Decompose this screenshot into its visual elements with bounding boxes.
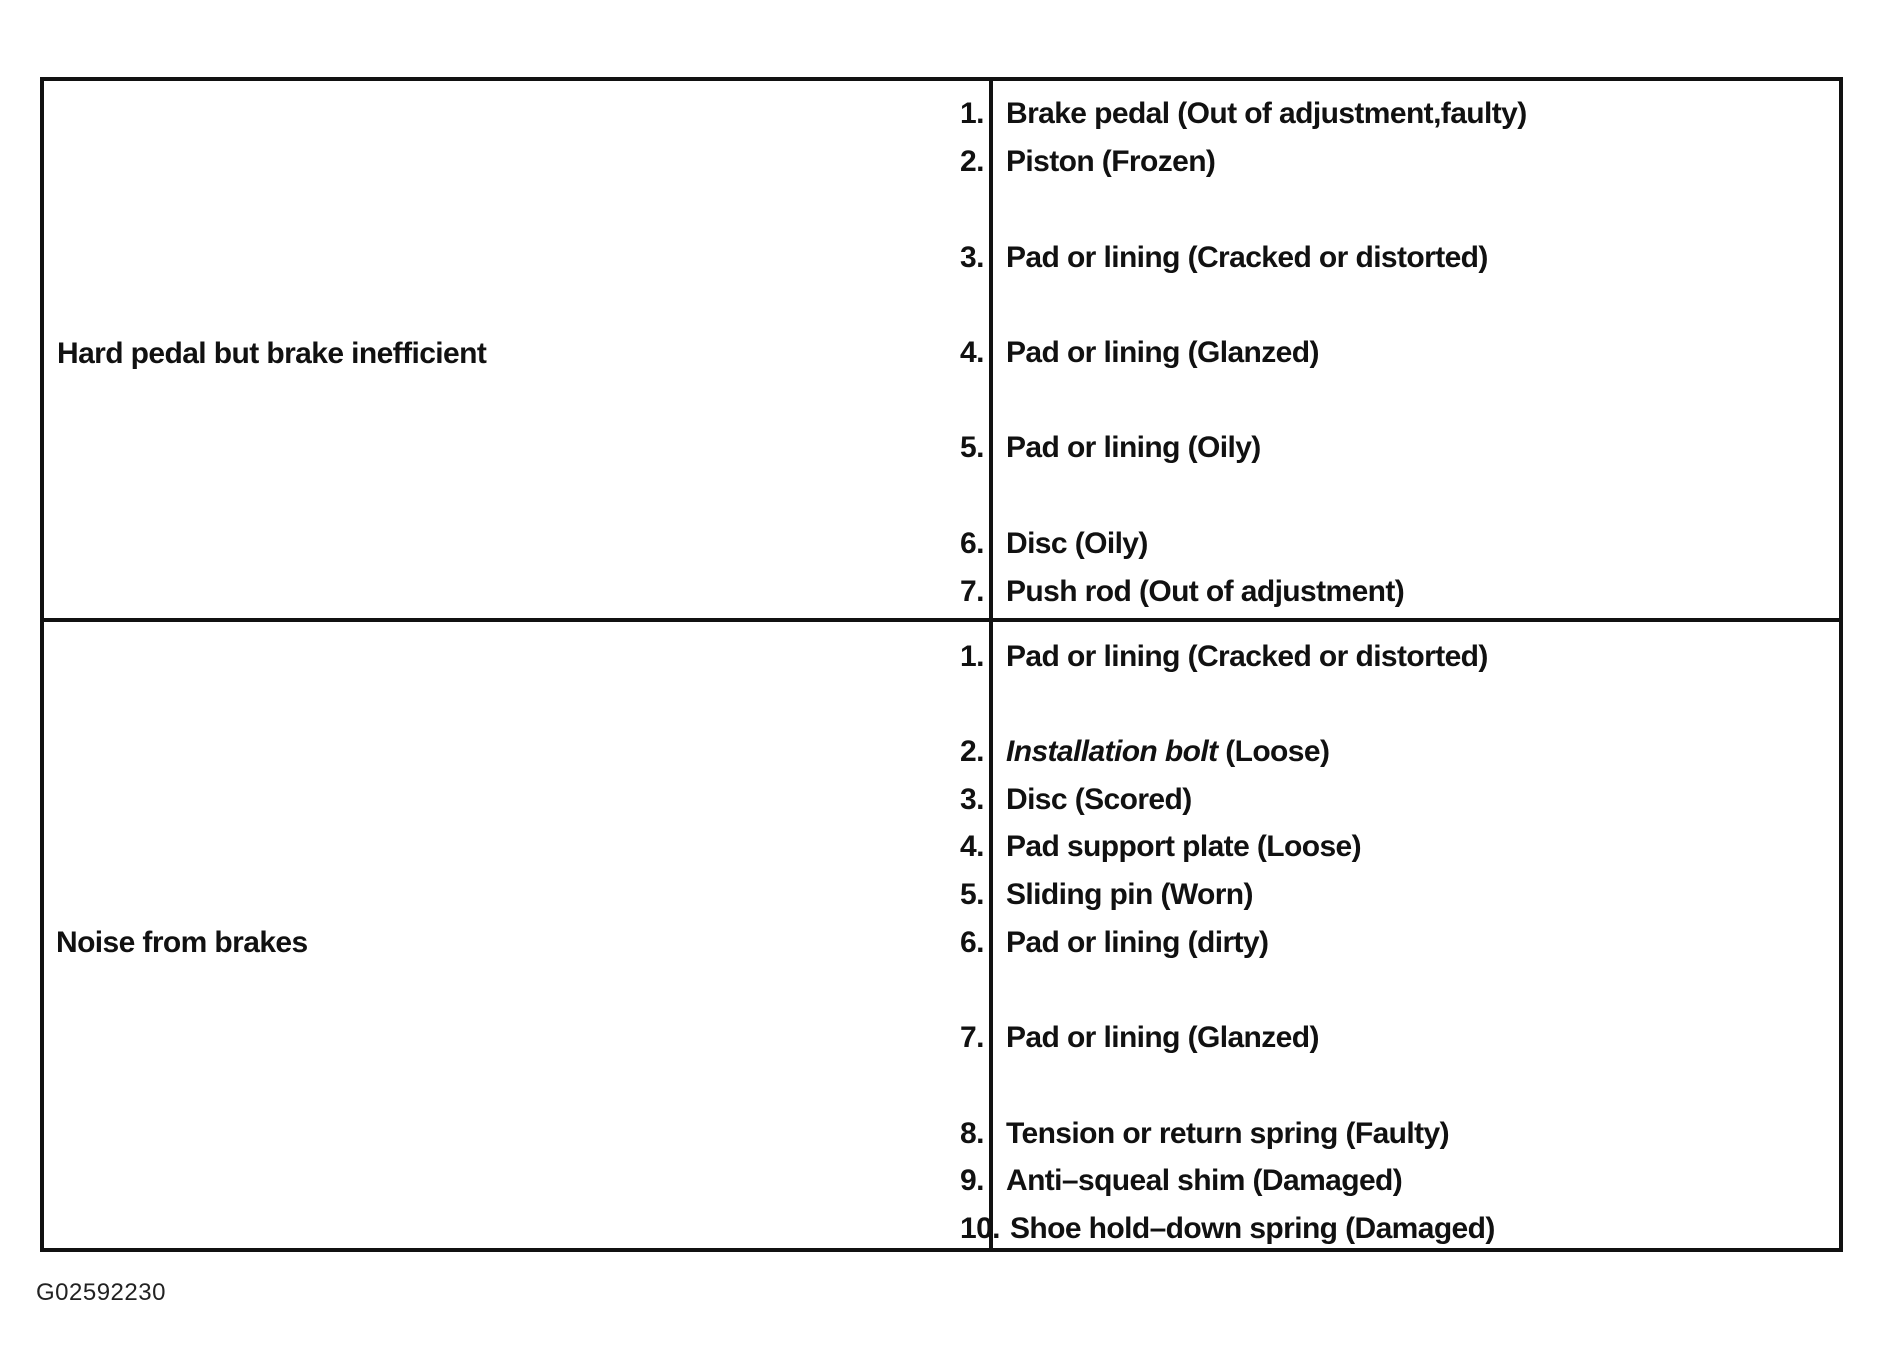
cause-number: 8. xyxy=(960,1117,984,1150)
cause-item xyxy=(960,830,1361,864)
cause-item xyxy=(960,640,1488,674)
cause-number: 3. xyxy=(960,783,984,816)
cause-text: Pad or lining (Cracked or distorted) xyxy=(1006,241,1488,274)
cause-number: 4. xyxy=(960,830,984,863)
cause-text: Tension or return spring (Faulty) xyxy=(1006,1117,1449,1150)
cause-item xyxy=(960,1117,1449,1151)
cause-text: Disc (Scored) xyxy=(1006,783,1192,816)
cause-item xyxy=(960,575,1404,609)
cause-text: Pad or lining (Cracked or distorted) xyxy=(1006,640,1488,673)
symptom-noise: Noise from brakes xyxy=(56,926,308,959)
cause-text: Piston (Frozen) xyxy=(1006,145,1216,178)
cause-text-italic: Installation bolt xyxy=(1006,735,1218,768)
cause-text: Push rod (Out of adjustment) xyxy=(1006,575,1405,608)
cause-text: Shoe hold–down spring (Damaged) xyxy=(1010,1212,1495,1245)
cause-text: Pad or lining (Glanzed) xyxy=(1006,336,1319,369)
cause-text: Anti–squeal shim (Damaged) xyxy=(1006,1164,1403,1197)
cause-text: Sliding pin (Worn) xyxy=(1006,878,1253,911)
symptom-hard-pedal: Hard pedal but brake inefficient xyxy=(57,337,487,370)
cause-item xyxy=(960,336,1319,370)
cause-item xyxy=(960,735,1329,769)
cause-item xyxy=(960,926,1268,960)
cause-text: Pad or lining (Oily) xyxy=(1006,431,1261,464)
table-row xyxy=(44,622,1839,1248)
cause-number: 6. xyxy=(960,527,984,560)
troubleshooting-table xyxy=(40,77,1843,1252)
cause-text: Pad or lining (Glanzed) xyxy=(1006,1021,1319,1054)
cause-text: Brake pedal (Out of adjustment,faulty) xyxy=(1006,97,1527,130)
cause-number: 10. xyxy=(960,1212,1000,1245)
cause-number: 4. xyxy=(960,336,984,369)
cause-number: 1. xyxy=(960,640,984,673)
cause-number: 7. xyxy=(960,575,984,608)
cause-number: 7. xyxy=(960,1021,984,1054)
cause-number: 1. xyxy=(960,97,984,130)
cause-number: 5. xyxy=(960,431,984,464)
cause-number: 5. xyxy=(960,878,984,911)
figure-id: G02592230 xyxy=(36,1279,166,1306)
cause-item xyxy=(960,878,1253,912)
cause-item xyxy=(960,1021,1319,1055)
cause-number: 9. xyxy=(960,1164,984,1197)
cause-number: 2. xyxy=(960,735,984,768)
cause-number: 2. xyxy=(960,145,984,178)
cause-text: (Loose) xyxy=(1217,735,1330,768)
cause-number: 3. xyxy=(960,241,984,274)
cause-item xyxy=(960,783,1192,817)
cause-text: Pad or lining (dirty) xyxy=(1006,926,1269,959)
cause-item xyxy=(960,1212,1495,1246)
cause-item xyxy=(960,97,1527,131)
cause-text: Pad support plate (Loose) xyxy=(1006,830,1362,863)
cause-item xyxy=(960,241,1488,275)
cause-item xyxy=(960,1164,1402,1198)
cause-item xyxy=(960,527,1148,561)
cause-item xyxy=(960,145,1215,179)
cause-text: Disc (Oily) xyxy=(1006,527,1148,560)
cause-item xyxy=(960,431,1261,465)
cause-number: 6. xyxy=(960,926,984,959)
